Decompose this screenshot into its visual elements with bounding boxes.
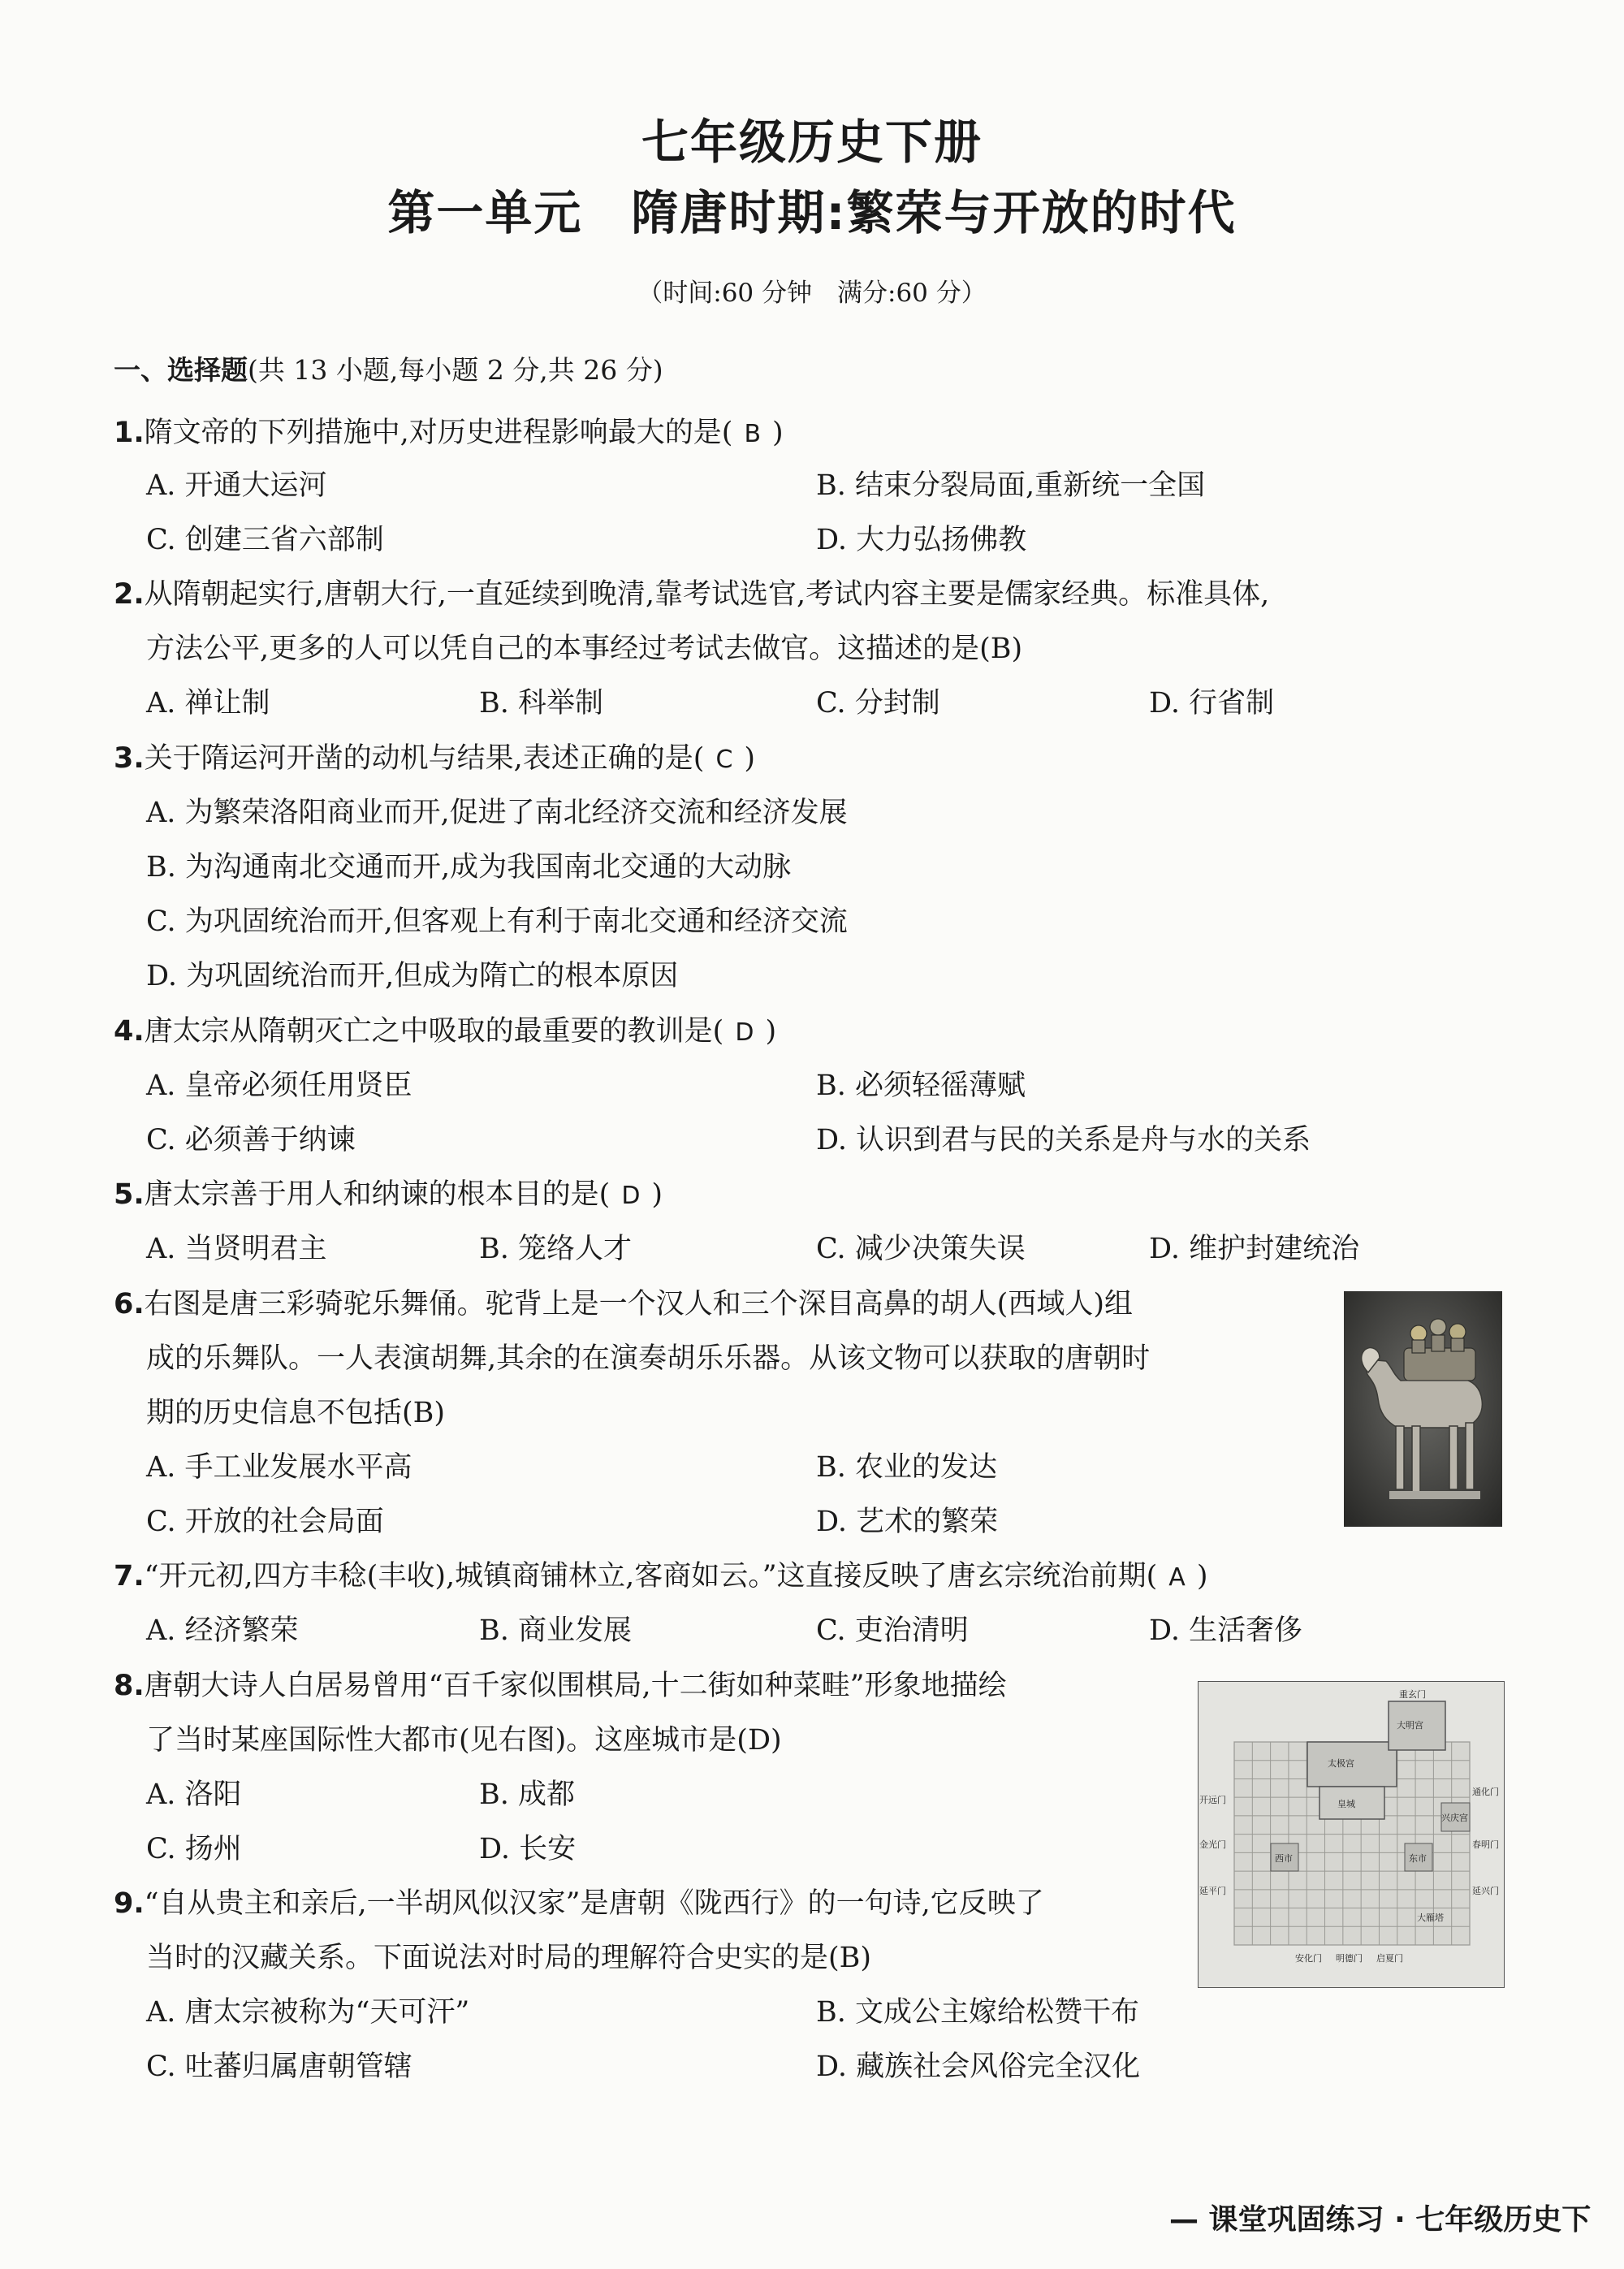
option-a: A. 经济繁荣: [146, 1614, 299, 1647]
option-d: D. 为巩固统治而开,但成为隋亡的根本原因: [146, 960, 679, 992]
page-title: 七年级历史下册: [641, 115, 983, 170]
option-d: D. 长安: [479, 1833, 577, 1865]
map-east-market: 东市: [1409, 1853, 1427, 1864]
question-stem: 期的历史信息不包括(: [146, 1397, 413, 1429]
option-d: D. 大力弘扬佛教: [816, 524, 1027, 556]
option-d: D. 认识到君与民的关系是舟与水的关系: [816, 1124, 1311, 1156]
question-9: [114, 1881, 1044, 1921]
paren-close: ): [771, 1724, 782, 1757]
option-a: A. 开通大运河: [146, 469, 327, 502]
changan-city-map-image: [1198, 1681, 1505, 1988]
question-stem: 了当时某座国际性大都市(见右图)。这座城市是(: [146, 1724, 748, 1757]
option-c: C. 分封制: [816, 687, 940, 720]
map-daming-palace: 大明宫: [1397, 1720, 1423, 1731]
question-6-cont: 成的乐舞队。一人表演胡舞,其余的在演奏胡乐乐器。从该文物可以获取的唐朝时: [146, 1342, 1151, 1375]
option-a: A. 当贤明君主: [146, 1233, 327, 1265]
paren-close: ): [651, 1178, 663, 1211]
option-a: A. 皇帝必须任用贤臣: [146, 1070, 412, 1102]
paren-close: ): [434, 1397, 446, 1429]
question-stem: 唐太宗善于用人和纳谏的根本目的是(: [144, 1178, 611, 1211]
question-number: 4.: [114, 1015, 145, 1048]
question-number: 8.: [114, 1670, 145, 1702]
paren-close: ): [744, 742, 756, 775]
unit-title: 第一单元 隋唐时期:繁荣与开放的时代: [387, 185, 1237, 240]
option-d: D. 维护封建统治: [1149, 1233, 1360, 1265]
camel-figurine-image: [1344, 1291, 1502, 1527]
option-d: D. 生活奢侈: [1149, 1614, 1303, 1647]
option-c: C. 吏治清明: [816, 1614, 969, 1647]
option-d: D. 藏族社会风俗完全汉化: [816, 2051, 1141, 2083]
option-d: D. 行省制: [1149, 687, 1275, 720]
question-stem: 隋文帝的下列措施中,对历史进程影响最大的是(: [144, 417, 733, 449]
option-b: B. 成都: [479, 1778, 575, 1811]
option-c: C. 为巩固统治而开,但客观上有利于南北交通和经济交流: [146, 905, 848, 938]
map-palace: 太极宫: [1328, 1758, 1354, 1769]
question-stem: “开元初,四方丰稔(丰收),城镇商铺林立,客商如云。”这直接反映了唐玄宗统治前期(: [144, 1560, 1158, 1593]
question-6-cont2: [146, 1390, 445, 1431]
map-gate-left2: 金光门: [1199, 1839, 1226, 1850]
answer-mark: C: [715, 746, 733, 774]
question-stem: “自从贵主和亲后,一半胡风似汉家”是唐朝《陇西行》的一句诗,它反映了: [144, 1887, 1044, 1920]
map-pagoda: 大雁塔: [1417, 1912, 1444, 1923]
answer-mark: B: [839, 1942, 861, 1974]
option-b: B. 农业的发达: [816, 1451, 997, 1484]
paren-close: ): [765, 1015, 777, 1048]
question-stem: 唐太宗从隋朝灭亡之中吸取的最重要的教训是(: [144, 1015, 724, 1048]
option-b: B. 笼络人才: [479, 1233, 632, 1265]
question-8: [114, 1663, 1007, 1704]
map-west-market: 西市: [1275, 1853, 1293, 1864]
option-c: C. 吐蕃归属唐朝管辖: [146, 2051, 412, 2083]
question-5: [114, 1172, 663, 1212]
question-number: 6.: [114, 1288, 145, 1320]
option-c: C. 必须善于纳谏: [146, 1124, 356, 1156]
option-a: A. 禅让制: [146, 687, 270, 720]
option-c: C. 减少决策失误: [816, 1233, 1026, 1265]
answer-mark: B: [412, 1397, 434, 1429]
option-b: B. 科举制: [479, 687, 603, 720]
map-gate-bottom3: 启夏门: [1376, 1953, 1403, 1964]
map-gate-right2: 春明门: [1472, 1839, 1499, 1850]
paren-close: ): [860, 1942, 872, 1974]
question-stem: 当时的汉藏关系。下面说法对时局的理解符合史实的是(: [146, 1942, 840, 1974]
map-gate-right3: 延兴门: [1472, 1886, 1499, 1896]
option-c: C. 开放的社会局面: [146, 1506, 384, 1538]
map-gate-right1: 通化门: [1472, 1787, 1499, 1797]
question-number: 9.: [114, 1887, 145, 1920]
question-8-cont: [146, 1718, 782, 1758]
question-number: 7.: [114, 1560, 145, 1593]
question-2-cont: [146, 626, 1022, 667]
answer-mark: D: [735, 1018, 754, 1047]
map-imperial-city: 皇城: [1337, 1799, 1355, 1809]
question-9-cont: [146, 1935, 871, 1976]
question-stem: 唐朝大诗人白居易曾用“百千家似围棋局,十二街如种菜畦”形象地描绘: [144, 1670, 1007, 1702]
paren-close: ): [1011, 633, 1023, 665]
answer-mark: B: [990, 633, 1012, 665]
option-c: C. 创建三省六部制: [146, 524, 384, 556]
question-number: 2.: [114, 578, 145, 611]
option-b: B. 为沟通南北交通而开,成为我国南北交通的大动脉: [146, 851, 792, 884]
paren-close: ): [1196, 1560, 1208, 1593]
map-gate-left3: 延平门: [1199, 1886, 1226, 1896]
question-stem: 方法公平,更多的人可以凭自己的本事经过考试去做官。这描述的是(: [146, 633, 991, 665]
map-gate-bottom1: 安化门: [1295, 1953, 1322, 1964]
map-gate-left1: 开远门: [1199, 1795, 1226, 1805]
option-b: B. 商业发展: [479, 1614, 632, 1647]
question-4: [114, 1009, 776, 1049]
option-a: A. 为繁荣洛阳商业而开,促进了南北经济交流和经济发展: [146, 797, 848, 829]
question-7: [114, 1554, 1207, 1594]
option-a: A. 唐太宗被称为“天可汗”: [146, 1996, 470, 2029]
question-6: [114, 1281, 1133, 1322]
option-a: A. 手工业发展水平高: [146, 1451, 412, 1484]
question-number: 5.: [114, 1178, 145, 1211]
map-gate-bottom2: 明德门: [1336, 1953, 1363, 1964]
section-heading: [114, 349, 663, 387]
option-d: D. 艺术的繁荣: [816, 1506, 999, 1538]
question-3: [114, 736, 755, 776]
page-footer: — 课堂巩固练习 · 七年级历史下: [1169, 2203, 1592, 2237]
question-number: 1.: [114, 417, 145, 449]
option-b: B. 必须轻徭薄赋: [816, 1070, 1026, 1102]
section-title: 一、选择题: [114, 354, 248, 386]
question-stem: 关于隋运河开凿的动机与结果,表述正确的是(: [144, 742, 705, 775]
section-note: (共 13 小题,每小题 2 分,共 26 分): [248, 354, 663, 386]
answer-mark: B: [744, 420, 762, 448]
question-number: 3.: [114, 742, 145, 775]
exam-info: （时间:60 分钟 满分:60 分）: [637, 279, 987, 308]
map-xingqing-palace: 兴庆宫: [1441, 1813, 1468, 1823]
question-2: [114, 572, 1269, 612]
answer-mark: D: [621, 1182, 641, 1210]
answer-mark: A: [1168, 1563, 1186, 1592]
question-1: [114, 410, 784, 451]
paren-close: ): [772, 417, 784, 449]
option-a: A. 洛阳: [146, 1778, 242, 1811]
option-b: B. 文成公主嫁给松赞干布: [816, 1996, 1139, 2029]
option-b: B. 结束分裂局面,重新统一全国: [816, 469, 1206, 502]
map-gate-top: 重玄门: [1399, 1689, 1426, 1700]
question-stem: 右图是唐三彩骑驼乐舞俑。驼背上是一个汉人和三个深目高鼻的胡人(西域人)组: [144, 1288, 1133, 1320]
option-c: C. 扬州: [146, 1833, 242, 1865]
answer-mark: D: [747, 1724, 771, 1757]
question-stem: 从隋朝起实行,唐朝大行,一直延续到晚清,靠考试选官,考试内容主要是儒家经典。标准具体,: [144, 578, 1270, 611]
